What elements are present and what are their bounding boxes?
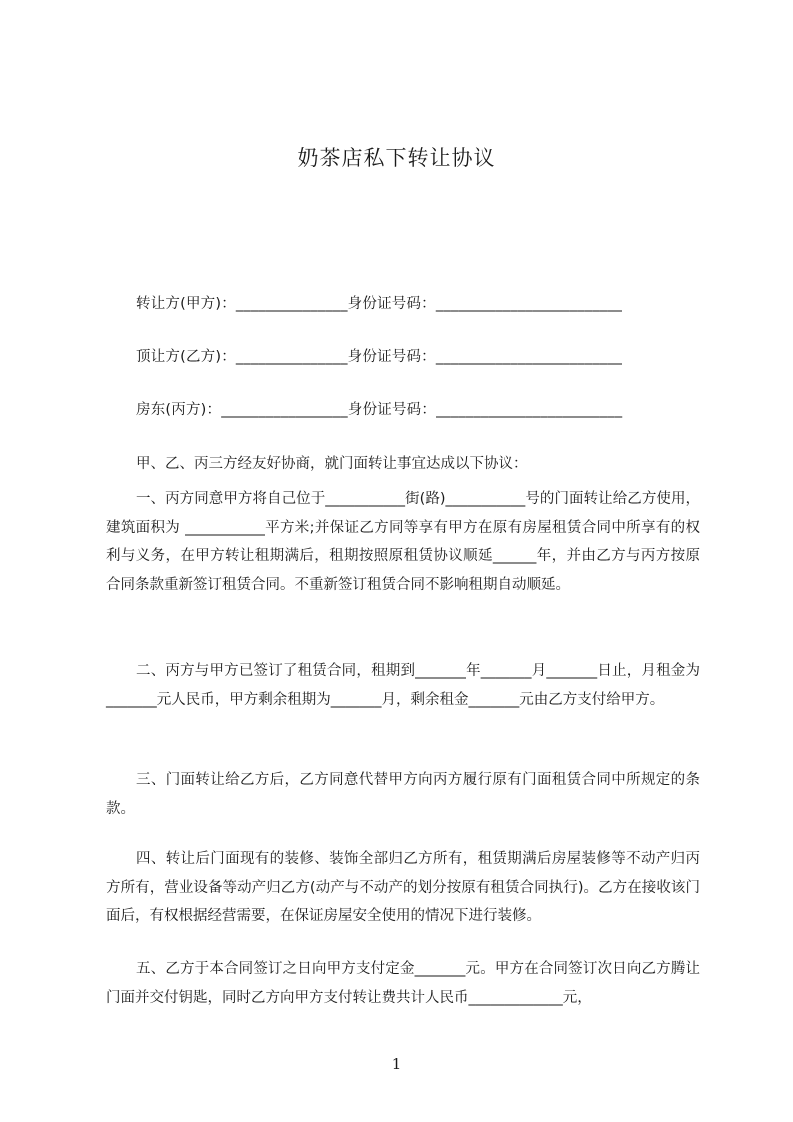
page-number: 1 <box>391 1055 402 1073</box>
party-landlord-line: 房东(丙方)：_________________身份证号码：_________________________ <box>136 402 623 418</box>
party-transferee-line: 顶让方(乙方)：_______________身份证号码：_________________________ <box>136 349 623 365</box>
clause-5: 五、乙方于本合同签订之日向甲方支付定金_______元。甲方在合同签订次日向乙方腾让门面并交付钥匙，同时乙方向甲方支付转让费共计人民币_____________元， <box>106 961 700 1006</box>
clause-1: 一、丙方同意甲方将自己位于___________街(路)___________号的门面转让给乙方使用，建筑面积为 ___________平方米;并保证乙方同等享有甲方在原有房屋租赁合同中所享有的权利与义务，在甲方转让租期满后，租期按照原租赁协议顺延______年，并由乙方与丙方按原合同条款重新签订租赁合同。不重新签订租赁合同不影响租期自动顺延。 <box>106 491 700 593</box>
clause-3: 三、门面转让给乙方后，乙方同意代替甲方向丙方履行原有门面租赁合同中所规定的条款。 <box>106 772 700 817</box>
clause-2: 二、丙方与甲方已签订了租赁合同，租期到_______年_______月_______日止，月租金为_______元人民币，甲方剩余租期为_______月，剩余租金_______元由乙方支付给甲方。 <box>106 663 700 708</box>
document-title: 奶茶店私下转让协议 <box>297 146 496 170</box>
intro-paragraph: 甲、乙、丙三方经友好协商，就门面转让事宜达成以下协议： <box>136 456 528 472</box>
party-transferor-line: 转让方(甲方)：_______________身份证号码：_________________________ <box>136 296 623 312</box>
clause-4: 四、转让后门面现有的装修、装饰全部归乙方所有，租赁期满后房屋装修等不动产归丙方所有，营业设备等动产归乙方(动产与不动产的划分按原有租赁合同执行)。乙方在接收该门面后，有权根据经营需要，在保证房屋安全使用的情况下进行装修。 <box>106 851 700 924</box>
